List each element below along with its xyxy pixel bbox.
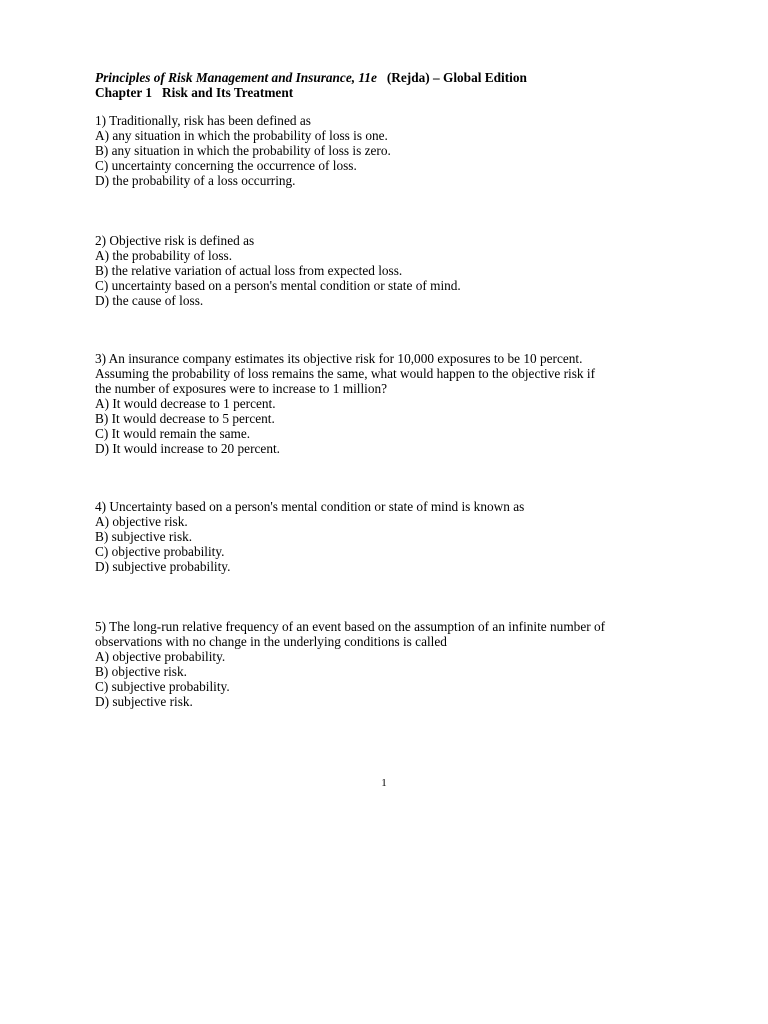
chapter-number: Chapter 1 (95, 85, 153, 100)
answer-option-c: C) subjective probability. (95, 679, 230, 694)
answer-option-d: D) the probability of a loss occurring. (95, 173, 296, 188)
question-1 (95, 113, 695, 188)
answer-option-c: C) uncertainty concerning the occurrence of loss. (95, 158, 357, 173)
page-number: 1 (381, 777, 387, 789)
answer-option-a: A) objective risk. (95, 514, 188, 529)
question-stem: 4) Uncertainty based on a person's mental condition or state of mind is known as (95, 499, 525, 514)
answer-option-b: B) the relative variation of actual loss from expected loss. (95, 263, 403, 278)
answer-option-b: B) It would decrease to 5 percent. (95, 411, 275, 426)
answer-option-c: C) objective probability. (95, 544, 225, 559)
header-title-line (95, 70, 715, 85)
book-title: Principles of Risk Management and Insurance, 11e (95, 70, 377, 85)
answer-option-a: A) any situation in which the probability of loss is one. (95, 128, 388, 143)
question-stem: 2) Objective risk is defined as (95, 233, 255, 248)
answer-option-c: C) uncertainty based on a person's mental condition or state of mind. (95, 278, 461, 293)
answer-option-a: A) It would decrease to 1 percent. (95, 396, 276, 411)
answer-option-d: D) subjective probability. (95, 559, 231, 574)
question-stem: 1) Traditionally, risk has been defined as (95, 113, 311, 128)
question-2 (95, 233, 695, 308)
answer-option-d: D) It would increase to 20 percent. (95, 441, 280, 456)
question-3 (95, 351, 695, 456)
answer-option-b: B) objective risk. (95, 664, 187, 679)
question-stem-line-2: Assuming the probability of loss remains the same, what would happen to the objective risk if (95, 366, 596, 381)
question-stem-line-1: 3) An insurance company estimates its objective risk for 10,000 exposures to be 10 percent. (95, 351, 583, 366)
chapter-title: Risk and Its Treatment (162, 85, 294, 100)
header-chapter-line (95, 85, 715, 100)
question-4 (95, 499, 695, 574)
question-5 (95, 619, 695, 709)
answer-option-a: A) objective probability. (95, 649, 226, 664)
answer-option-d: D) the cause of loss. (95, 293, 204, 308)
question-stem-line-2: observations with no change in the underlying conditions is called (95, 634, 447, 649)
answer-option-c: C) It would remain the same. (95, 426, 251, 441)
answer-option-b: B) any situation in which the probability of loss is zero. (95, 143, 391, 158)
answer-option-d: D) subjective risk. (95, 694, 193, 709)
book-edition: (Rejda) – Global Edition (386, 70, 527, 85)
document-header (95, 70, 715, 100)
question-stem-line-1: 5) The long-run relative frequency of an event based on the assumption of an infinite number of (95, 619, 606, 634)
answer-option-b: B) subjective risk. (95, 529, 193, 544)
question-stem-line-3: the number of exposures were to increase to 1 million? (95, 381, 388, 396)
answer-option-a: A) the probability of loss. (95, 248, 233, 263)
